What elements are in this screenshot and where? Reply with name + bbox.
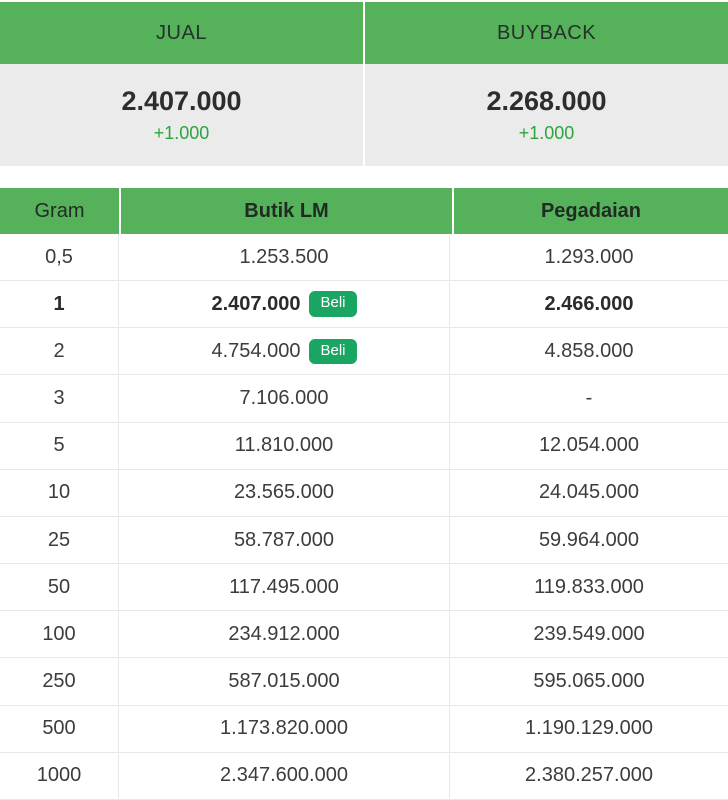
jual-price: 2.407.000 [121, 86, 242, 117]
butik-lm-cell [119, 375, 450, 421]
jual-price-change: +1.000 [153, 122, 210, 143]
butik-lm-cell [119, 517, 450, 563]
gram-cell: 25 [0, 517, 119, 563]
butik-lm-price: 2.347.600.000 [220, 764, 348, 787]
table-row [0, 611, 728, 658]
butik-lm-price: 1.253.500 [239, 245, 329, 268]
table-row [0, 753, 728, 800]
spacer [0, 166, 728, 188]
table-row [0, 564, 728, 611]
table-row [0, 470, 728, 517]
butik-lm-price: 23.565.000 [233, 481, 335, 504]
table-row [0, 517, 728, 564]
pegadaian-cell: 595.065.000 [533, 669, 645, 692]
butik-lm-price: 587.015.000 [228, 669, 340, 692]
butik-lm-price: 11.810.000 [234, 434, 334, 457]
sell-buyback-tabs [0, 0, 728, 64]
tab-jual[interactable]: JUAL [0, 2, 363, 64]
pegadaian-cell: 4.858.000 [544, 339, 634, 362]
gram-cell: 3 [0, 375, 119, 421]
butik-lm-cell [119, 281, 450, 327]
butik-lm-price: 234.912.000 [228, 622, 340, 645]
butik-lm-cell [119, 753, 450, 799]
column-header-pegadaian: Pegadaian [454, 188, 728, 234]
gram-cell: 50 [0, 564, 119, 610]
price-summary-band [0, 64, 728, 166]
gram-cell: 250 [0, 658, 119, 704]
gram-cell: 0,5 [0, 234, 119, 280]
price-table-body [0, 234, 728, 800]
pegadaian-cell: 1.190.129.000 [525, 717, 653, 740]
price-table-header [0, 188, 728, 234]
butik-lm-cell [119, 564, 450, 610]
pegadaian-cell: 12.054.000 [538, 434, 640, 457]
butik-lm-price: 58.787.000 [233, 528, 335, 551]
gram-cell: 500 [0, 706, 119, 752]
butik-lm-price: 4.754.000 [211, 339, 301, 362]
table-row [0, 375, 728, 422]
butik-lm-cell [119, 328, 450, 374]
tab-buyback[interactable]: BUYBACK [365, 2, 728, 64]
pegadaian-cell: 2.380.257.000 [525, 764, 653, 787]
table-row [0, 234, 728, 281]
table-row [0, 328, 728, 375]
table-row [0, 658, 728, 705]
butik-lm-price: 117.495.000 [229, 575, 339, 598]
butik-lm-price: 7.106.000 [239, 387, 329, 410]
beli-button[interactable]: Beli [309, 291, 356, 317]
pegadaian-cell: 59.964.000 [538, 528, 640, 551]
jual-price-cell [0, 64, 363, 166]
buyback-price: 2.268.000 [486, 86, 607, 117]
gram-cell: 1 [0, 281, 119, 327]
butik-lm-price: 1.173.820.000 [220, 717, 348, 740]
buyback-price-change: +1.000 [518, 122, 575, 143]
column-header-butik-lm: Butik LM [121, 188, 452, 234]
pegadaian-cell: 1.293.000 [544, 245, 634, 268]
butik-lm-price: 2.407.000 [211, 292, 301, 315]
butik-lm-cell [119, 658, 450, 704]
butik-lm-cell [119, 423, 450, 469]
pegadaian-cell: - [585, 387, 593, 410]
gram-cell: 1000 [0, 753, 119, 799]
pegadaian-cell: 119.833.000 [534, 575, 644, 598]
butik-lm-cell [119, 706, 450, 752]
butik-lm-cell [119, 611, 450, 657]
table-row [0, 423, 728, 470]
beli-button[interactable]: Beli [309, 339, 356, 365]
gram-cell: 5 [0, 423, 119, 469]
column-header-gram: Gram [0, 188, 119, 234]
table-row [0, 706, 728, 753]
gram-cell: 100 [0, 611, 119, 657]
buyback-price-cell [365, 64, 728, 166]
butik-lm-cell [119, 470, 450, 516]
pegadaian-cell: 239.549.000 [533, 622, 645, 645]
butik-lm-cell [119, 234, 450, 280]
table-row [0, 281, 728, 328]
pegadaian-cell: 24.045.000 [538, 481, 640, 504]
gram-cell: 2 [0, 328, 119, 374]
gram-cell: 10 [0, 470, 119, 516]
pegadaian-cell: 2.466.000 [544, 292, 634, 315]
